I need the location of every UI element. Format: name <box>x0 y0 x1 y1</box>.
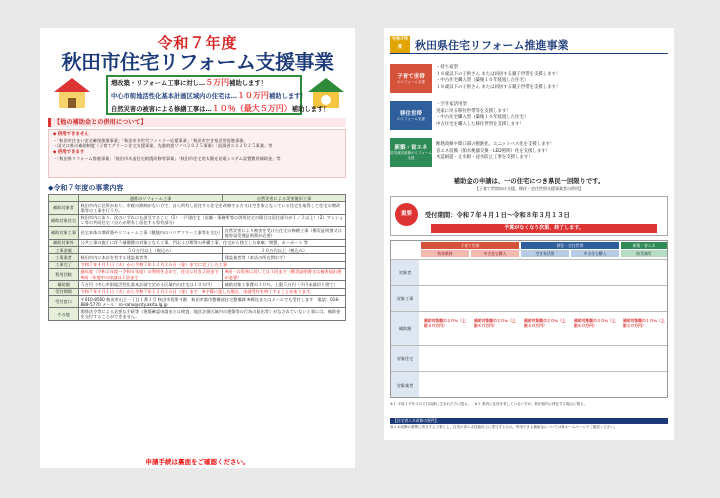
schedule-header: ◆令和７年度の事業内容 <box>48 184 124 192</box>
grid-row: 対象業者 <box>391 371 668 398</box>
table-row: 工事完了 令和７年４月１日（火）から令和７年１２月２６日（金）までに完了した工事 <box>49 261 346 268</box>
grid-sub-header: 中古住宅購入 <box>471 250 519 257</box>
summary-box <box>106 75 330 115</box>
page-title: 秋田市住宅リフォーム支援事業 <box>61 50 334 74</box>
support-block-energy <box>390 138 668 167</box>
table-head-cell: 自然災害による災害復旧工事 <box>223 195 346 202</box>
house-illustration-right <box>306 76 346 110</box>
block-label: 移住世帯 のリフォーム支援 <box>390 101 432 130</box>
grid-sub-header: 中古住宅購入 <box>571 250 619 257</box>
year-badge: 令和7年度 <box>390 36 410 53</box>
block-text: ・空き家活用型 実家に戻る移住世帯等を支援します！ ・中古住宅購入型（築後１０年経過した住宅） 中古住宅を購入した移住世帯を支援します！ <box>436 102 529 127</box>
table-row: 補助対象外 公共工事の施工に伴う補償費の対象となる工事、門および塀等の外構工事、住宅から独立した車庫、物置、カーポート 等 <box>49 239 346 246</box>
budget-bar: 予算がなくなり次第、終了します。 <box>431 224 657 233</box>
support-block-migrant <box>390 101 668 130</box>
requirements-bar: 【住宅省エネ改修の要件】 <box>390 418 668 424</box>
other-subsidies-header: 【他の補助金との併用について】 <box>48 118 346 127</box>
grid-sub-header: 持家維持 <box>421 250 469 257</box>
conditions-grid <box>390 240 668 398</box>
grid-col-header: 子育て世帯 <box>421 242 519 249</box>
table-row: 補助対象工事 住宅本体の増改築やリフォーム工事（敷地内のバリアフリー工事等を含む） 自然災害により被害を受けた住宅の修繕工事（罹災証明書又は被害届受理証明書が必要） <box>49 227 346 239</box>
right-title: 秋田県住宅リフォーム推進事業 <box>415 39 569 52</box>
summary-line-2: 中心市街地活性化基本計画区域内の住宅は…１０万円補助します！ <box>111 91 307 100</box>
other-item-0: ◆ 併用できません <box>53 132 89 137</box>
grid-row: 対象工事 <box>391 285 668 311</box>
support-block-childcare <box>390 64 668 93</box>
table-head-cell <box>49 195 79 202</box>
rate-cell: 補助対象額の２０%（上限６０万円） <box>474 318 516 328</box>
block-label: 子育て世帯 のリフォーム支援 <box>390 64 432 93</box>
table-row: 工事業者 秋田市内に本店を有する建設業者等 建設業者等（本店の所在問わず） <box>49 254 346 261</box>
grid-sub-header: 空き家活用 <box>521 250 569 257</box>
important-seal: 重要 <box>395 203 418 226</box>
summary-line-1: 増改築・リフォーム工事に対し…５万円補助します！ <box>111 78 267 87</box>
rate-cell: 補助対象額の２０%（上限４０万円） <box>424 318 466 328</box>
table-row: 工事金額 ５０万円以上（税込み） ２０万円以上（税込み） <box>49 246 346 253</box>
house-illustration-left <box>52 76 92 110</box>
right-header <box>390 36 668 54</box>
other-item-4: ・「秋田県リフォーム推進事業」「秋田市木造住宅耐震改修等事業」「秋田市住宅用太陽光発電システム設置費用補助金」等 <box>53 155 281 161</box>
rate-cell: 補助対象額の１０%（上限２０万円） <box>623 318 665 328</box>
rate-cell: 補助対象額の２０%（上限４０万円） <box>524 318 566 328</box>
table-head-cell: 通常のリフォーム工事 <box>79 195 223 202</box>
table-row: 補助対象者 秋田市内に住所があり、市税の滞納がない方で、自ら所有し居住する住宅を改修する方又は空き家となっている住宅を取得して住宅の増改築等の工事を行う方。 <box>49 202 346 214</box>
other-item-1: ・「秋田市住まい安全確保推進事業」「秋田市多世代ファミリー応援事業」「秋田市空き家活用促進事業」 <box>53 137 248 143</box>
table-row: 受付期間 令和７年４月１日（火）から令和７年１２月２６日（金）まで ※予算に達した場合、申請受付を終了することがあります。 <box>49 288 346 295</box>
block-text: 断熱改修や間口部の断熱化、ユニットバス化を支援します！ 省エネ設備（節水便器交換・LED照明）化を支援します！ 木造耐震・止水板・浸水防止工事を支援します！ <box>436 142 555 160</box>
other-item-3: ◆ 併用できます <box>53 150 85 155</box>
footnote: ※１ 平成１９年４月２日以降に生まれた方に限る。 ※２ 県内に住所を有していない方が、秋田県内に移住する場合に限る。 <box>390 402 588 406</box>
footer-note: 申請手続は裏面をご確認ください。 <box>145 458 250 466</box>
grid-row: 補助額 補助対象額の２０%（上限４０万円） 補助対象額の２０%（上限６０万円） 補助対象額の２０%（上限４０万円） 補助対象額の３０%（上限６０万円） 補助対象額の１０%（上限２０万円） <box>391 311 668 345</box>
right-page <box>384 28 674 440</box>
rate-cell: 補助対象額の３０%（上限６０万円） <box>574 318 616 328</box>
notice-sub: 【子育て世帯向け支援、移住・定住世帯支援事業者の併用】 <box>475 186 583 191</box>
grid-row: 対象住宅 <box>391 345 668 371</box>
notice-line: 補助金の申請は、一の住宅につき県民一回限りです。 <box>453 178 605 185</box>
table-head-row <box>49 195 346 202</box>
year-heading: 令和７年度 <box>157 34 238 52</box>
program-table <box>48 194 346 321</box>
summary-line-3: 自然災害の被害による修繕工事は…１０％（最大５万円）補助します！ <box>111 104 330 113</box>
grid-row: 対象者 <box>391 259 668 285</box>
other-subsidies-box <box>48 129 346 178</box>
period-box <box>390 196 668 236</box>
table-row: 補助額 ５万円（中心市街地活性化基本計画で定める区域内の住宅は１０万円） 補助対象工事費の１０％、上限５万円（千円未満切り捨て） <box>49 281 346 288</box>
block-label: 新築・省エネ 防災減災改修のリフォーム支援 <box>390 138 432 167</box>
table-row: 利用回数 過年度（令和２年度〜令和６年度）の利用を含めて、住宅に付き２回まで ※同一年度中の申請は１回まで ※同一の災害に対しては１回まで（罹災証明書又は被害届出書が必要） <box>49 268 346 280</box>
table-row: その他 関係法令等による必要な手続等（建築確認申請または検査、地区計画区域内の建築等の行為の届出等）がなされていない工事には、補助金を交付することができません。 <box>49 308 346 320</box>
left-page <box>40 28 355 468</box>
table-row: 補助対象住宅 秋田市内にあり、次のいずれにも該当すること（1）一戸建住宅（店舗・事務所等の併用住宅の場合は居住部分が１／２以上）（2）マンション等の共同住宅（自らが所有し居住する専有部分） <box>49 214 346 226</box>
grid-col-header: 新築・省エネ <box>621 242 667 249</box>
period-text: 受付期間：令和７年４月１日〜令和８年３月１３日 <box>425 212 570 219</box>
requirements-note: 省エネ改修の基準に該当する工事とし、住宅の省エネ性能向上に寄与するもの。併用できる補助金については県ホームページでご確認ください。 <box>390 425 618 429</box>
table-row: 受付窓口 〒010-8560 秋田市山王一丁目１番１号 秋田市役所４階 秋田市都市整備部住宅整備課 ※郵送またはメールでも受付します 電話：018-888-5770 メール：ro-saho@city.akita.lg.jp <box>49 295 346 307</box>
grid-col-header: 移住・定住世帯 <box>521 242 619 249</box>
block-text: ・持ち家型 １８歳以下の子供さん または同居する親子世帯を支援します！ ・中古住宅購入型（築後１０年経過した住宅） １８歳以下の子供さん または同居する親子世帯を支援します！ <box>436 65 561 90</box>
grid-sub-header: 防災減災 <box>621 250 667 257</box>
other-item-2: ・国又は県の補助制度（子育てグリーン住宅支援事業、先進的窓リノベ２０２５事業）「給湯省エネ２０２５事業」等 <box>53 142 273 148</box>
